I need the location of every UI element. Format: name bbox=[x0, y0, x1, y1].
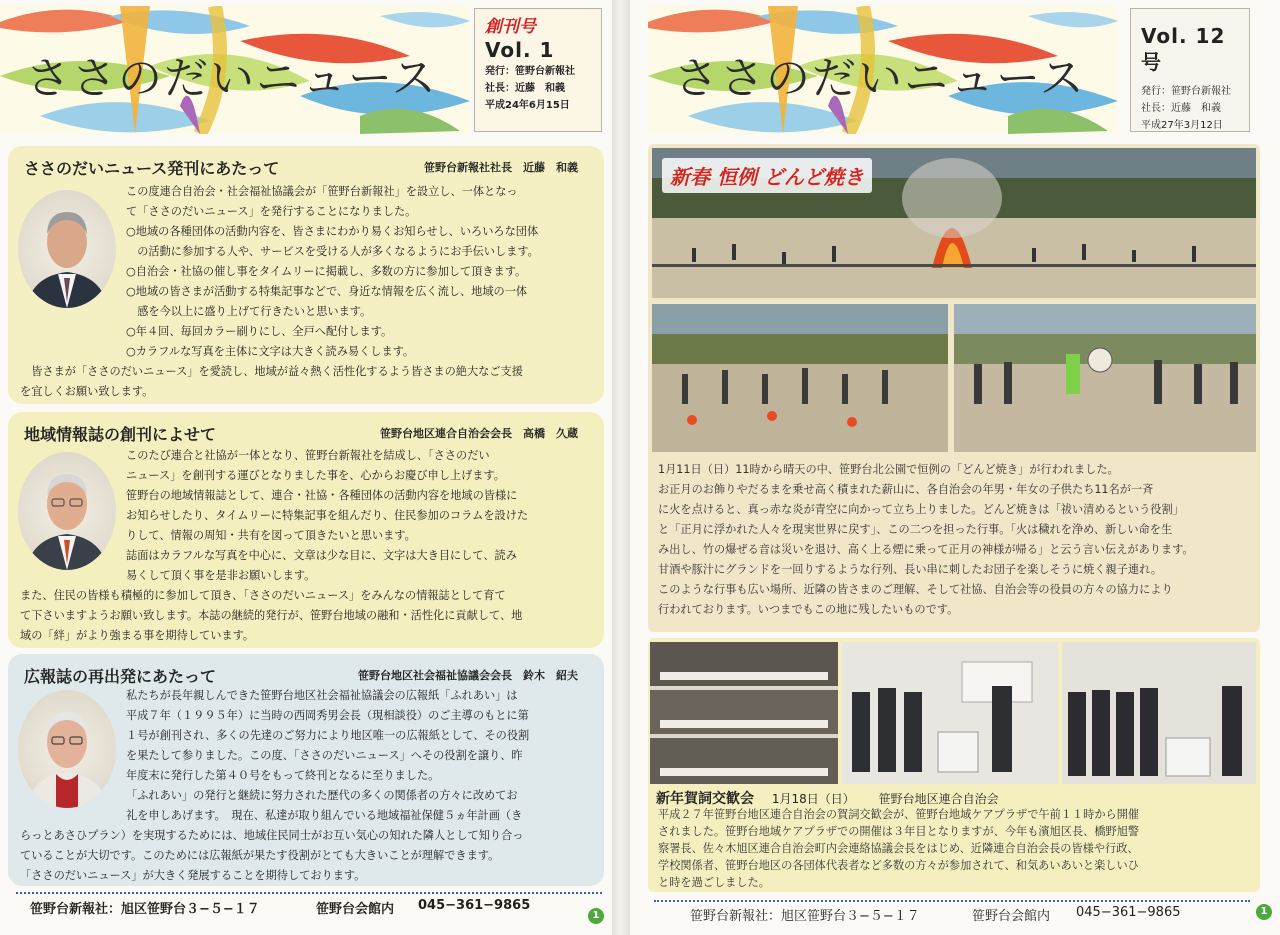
event-new-year-party bbox=[648, 638, 1260, 892]
article-author: 笹野台地区連合自治会会長 高橋 久蔵 bbox=[380, 427, 578, 440]
article-line: りして、情報の周知・共有を図って頂きたいと思います。 bbox=[126, 529, 416, 542]
article-title: ささのだいニュース発刊にあたって bbox=[24, 159, 280, 178]
article-line: ていることが大切です。このためには広報紙が果たす役割がとても大きいことが理解できます。 bbox=[20, 849, 500, 862]
event-line: 学校関係者、笹野台地区の各団体代表者など多数の方々が参加されて、和気あいあいと楽しいひ bbox=[658, 859, 1139, 872]
event-line: 察署長、佐々木旭区連合自治会町内会連絡協議会長をはじめ、近隣連合自治会長の皆様や行政、 bbox=[658, 842, 1139, 855]
page-gutter bbox=[612, 0, 630, 935]
page-number: 1 bbox=[588, 908, 604, 924]
article-title: 広報誌の再出発にあたって bbox=[24, 667, 217, 686]
article-line: ニュース」を創刊する運びとなりました事を、心からお慶び申し上げます。 bbox=[126, 469, 505, 482]
event-line: されました。笹野台地域ケアプラザでの開催は３年目となりますが、今年も濱旭区長、橋野旭警 bbox=[658, 825, 1140, 838]
portrait-photo bbox=[18, 452, 116, 570]
article-regional-info bbox=[8, 412, 604, 648]
article-bulletin-relaunch bbox=[8, 654, 604, 886]
right-page bbox=[630, 0, 1280, 935]
footer-place: 笹野台会館内 bbox=[316, 902, 395, 917]
article-line: 誌面はカラフルな写真を中心に、文章は少な目に、文字は大き目にして、読み bbox=[126, 549, 517, 562]
article-line: このたび連合と社協が一体となり、笹野台新報社を結成し、「ささのだい bbox=[126, 449, 490, 462]
feature-line: 甘酒や豚汁にグランドを一回りするような行列、長い串に刺したお団子を楽しそうに焼く親子連れ。 bbox=[658, 563, 1163, 576]
feature-dondo-yaki bbox=[648, 144, 1260, 632]
article-line: の活動に参加する人や、サービスを受ける人が多くなるようにお手伝いします。 bbox=[126, 245, 539, 258]
article-line: 域の「絆」がより強まる事を期待しています。 bbox=[20, 629, 255, 642]
event-line: と時を過ごしました。 bbox=[658, 876, 770, 889]
portrait-illustration bbox=[18, 690, 116, 808]
article-line: ○地域の皆さまが活動する特集記事などで、身近な情報を広く流し、地域の一体 bbox=[126, 285, 528, 298]
article-line: ○カラフルな写真を主体に文字は大きく読み易くします。 bbox=[126, 345, 415, 358]
article-line: て「ささのだいニュース」を発行することになりました。 bbox=[126, 205, 417, 218]
feature-line: このような行事も広い場所、近隣の皆さまのご理解、そして社協、自治会等の役員の方々の協力により bbox=[658, 583, 1173, 596]
event-organizer: 笹野台地区連合自治会 bbox=[878, 792, 999, 806]
article-body bbox=[126, 686, 529, 826]
article-line: 易くして頂く事を是非お願いします。 bbox=[126, 569, 316, 582]
masthead-banner bbox=[648, 6, 1118, 134]
article-author: 笹野台新報社社長 近藤 和義 bbox=[424, 161, 578, 174]
issue-volume: Vol. 12号 bbox=[1141, 24, 1226, 74]
article-line: を果たして参りました。この度、「ささのだいニュース」へその役割を譲り、昨 bbox=[126, 749, 523, 762]
feature-line: 1月11日（日）11時から晴天の中、笹野台北公園で恒例の「どんど焼き」が行われました。 bbox=[658, 463, 1119, 476]
officials-graphic bbox=[1062, 642, 1256, 784]
article-line: 礼を申しあげます。 現在、私達が取り組んでいる地域福祉保健５ヵ年計画（き bbox=[126, 809, 523, 822]
president-line: 社長：近藤 和義 bbox=[1141, 103, 1221, 114]
footer-address: 笹野台新報社：旭区笹野台３−５−１７ bbox=[30, 902, 260, 917]
article-body-wide bbox=[20, 362, 523, 402]
publisher-line: 発行：笹野台新報社 bbox=[485, 66, 575, 77]
article-line: 感を今以上に盛り上げて行きたいと思います。 bbox=[126, 305, 372, 318]
article-author: 笹野台地区社会福祉協議会会長 鈴木 紹夫 bbox=[358, 669, 578, 682]
footer-divider bbox=[16, 892, 602, 894]
article-line: を宜しくお願い致します。 bbox=[20, 385, 154, 398]
article-line: この度連合自治会・社会福祉協議会が「笹野台新報社」を設立し、一体となっ bbox=[126, 185, 518, 198]
photo-kids-torches bbox=[652, 304, 948, 452]
portrait-photo bbox=[18, 690, 116, 808]
article-line: て下さいますようお願い致します。本誌の継続的発行が、笹野台地域の融和・活性化に貢献して、地 bbox=[20, 609, 523, 622]
feature-line: 行われております。いつまでもこの地に残したいものです。 bbox=[658, 603, 959, 616]
page-number: 1 bbox=[1256, 904, 1272, 920]
article-line: 「ふれあい」の発行と継続に努力された歴代の多くの関係者の方々に改めてお bbox=[126, 789, 518, 802]
article-body-wide bbox=[20, 586, 522, 646]
article-line: ○年４回、毎回カラー刷りにし、全戸へ配付します。 bbox=[126, 325, 393, 338]
torch-lighting-graphic bbox=[652, 304, 948, 452]
feature-body bbox=[658, 460, 1194, 620]
event-title: 新年賀詞交歓会 bbox=[656, 791, 754, 807]
article-line: また、住民の皆様も積極的に参加して頂き、「ささのだいニュース」をみんなの情報誌として育て bbox=[20, 589, 506, 602]
event-body bbox=[658, 806, 1139, 891]
event-line: 平成２７年笹野台地区連合自治会の賀詞交歓会が、笹野台地域ケアプラザで午前１１時から開催 bbox=[658, 808, 1140, 821]
article-line: 皆さまが「ささのだいニュース」を愛読し、地域が益々熱く活性化するよう皆さまの絶大なご支援 bbox=[20, 365, 523, 378]
feature-title: 新春 恒例 どんど焼き bbox=[662, 158, 872, 193]
article-line: ○地域の各種団体の活動内容を、皆さまにわかり易くお知らせし、いろいろな団体 bbox=[126, 225, 539, 238]
issue-date: 平成27年3月12日 bbox=[1141, 120, 1223, 131]
publisher-line: 発行：笹野台新報社 bbox=[1141, 86, 1231, 97]
article-line: １号が創刊され、多くの先達のご努力により地区唯一の広報紙として、その役割 bbox=[126, 729, 530, 742]
article-line: らっとあさひプラン）を実現するためには、地域住民同士がお互い気心の知れた隣人として知り合っ bbox=[20, 829, 524, 842]
article-line: 「ささのだいニュース」が大きく発展することを期待しております。 bbox=[20, 869, 366, 882]
feature-line: と「正月に浮かれた人々を現実世界に戻す」、この二つを担った行事。「火は穢れを浄め、新しい命を生 bbox=[658, 523, 1173, 536]
portrait-photo bbox=[18, 190, 116, 308]
article-body bbox=[126, 446, 528, 586]
feature-line: み出し、竹の爆ぜる音は災いを退け、高く上る煙に乗って正月の神様が帰る」と云う言い伝えがあります。 bbox=[658, 543, 1194, 556]
party-collage-graphic bbox=[650, 642, 838, 784]
article-line: 年度末に発行した第４０号をもって終刊となるに至りました。 bbox=[126, 769, 440, 782]
issue-tag: 創刊号 bbox=[485, 17, 536, 37]
feature-line: お正月のお飾りやだるまを乗せ高く積まれた薪山に、各自治会の年男・年女の子供たち11名が一斉 bbox=[658, 483, 1154, 496]
footer-phone: 045−361−9865 bbox=[1076, 905, 1181, 920]
article-line: 笹野台の地域情報誌として、連合・社協・各種団体の活動内容を地域の皆様に bbox=[126, 489, 518, 502]
article-line: 私たちが長年親しんできた笹野台地区社会福祉協議会の広報紙「ふれあい」は bbox=[126, 689, 518, 702]
photo-crowd-drum bbox=[954, 304, 1256, 452]
article-line: ○自治会・社協の催し事をタイムリーに掲載し、多数の方に参加して頂きます。 bbox=[126, 265, 527, 278]
president-line: 社長：近藤 和義 bbox=[485, 83, 565, 94]
photo-bonfire-field bbox=[652, 148, 1256, 298]
issue-info-box bbox=[474, 8, 602, 132]
left-page bbox=[0, 0, 612, 935]
masthead-title: ささのだいニュース bbox=[674, 53, 1086, 104]
issue-info-box bbox=[1130, 8, 1250, 132]
article-launch bbox=[8, 146, 604, 404]
portrait-illustration bbox=[18, 190, 116, 308]
article-line: お知らせしたり、タイムリーに特集記事を組んだり、住民参加のコラムを設けた bbox=[126, 509, 529, 522]
portrait-illustration bbox=[18, 452, 116, 570]
footer-phone: 045−361−9865 bbox=[418, 898, 531, 913]
footer-divider bbox=[654, 900, 1250, 902]
footer-place: 笹野台会館内 bbox=[972, 909, 1051, 924]
event-date: 1月18日（日） bbox=[771, 792, 855, 806]
feature-line: に火を点けると、真っ赤な炎が青空に向かって立ち上りました。どんど焼きは「祓い清めるという役割」 bbox=[658, 503, 1184, 516]
photo-party-collage bbox=[650, 642, 838, 784]
masthead-banner bbox=[0, 6, 470, 134]
article-line: 平成７年（１９９５年）に当時の西岡秀男会長（現相談役）のご主導のもとに第 bbox=[126, 709, 529, 722]
article-body bbox=[126, 182, 539, 362]
photo-speech bbox=[842, 642, 1058, 784]
article-body-wide bbox=[20, 826, 523, 886]
event-header bbox=[656, 788, 999, 808]
footer-address: 笹野台新報社：旭区笹野台３−５−１７ bbox=[690, 909, 920, 924]
masthead-title: ささのだいニュース bbox=[26, 53, 438, 104]
photo-officials bbox=[1062, 642, 1256, 784]
issue-volume: Vol. 1 bbox=[485, 38, 555, 62]
crowd-drum-graphic bbox=[954, 304, 1256, 452]
speech-graphic bbox=[842, 642, 1058, 784]
issue-date: 平成24年6月15日 bbox=[485, 100, 570, 111]
article-title: 地域情報誌の創刊によせて bbox=[24, 425, 217, 444]
